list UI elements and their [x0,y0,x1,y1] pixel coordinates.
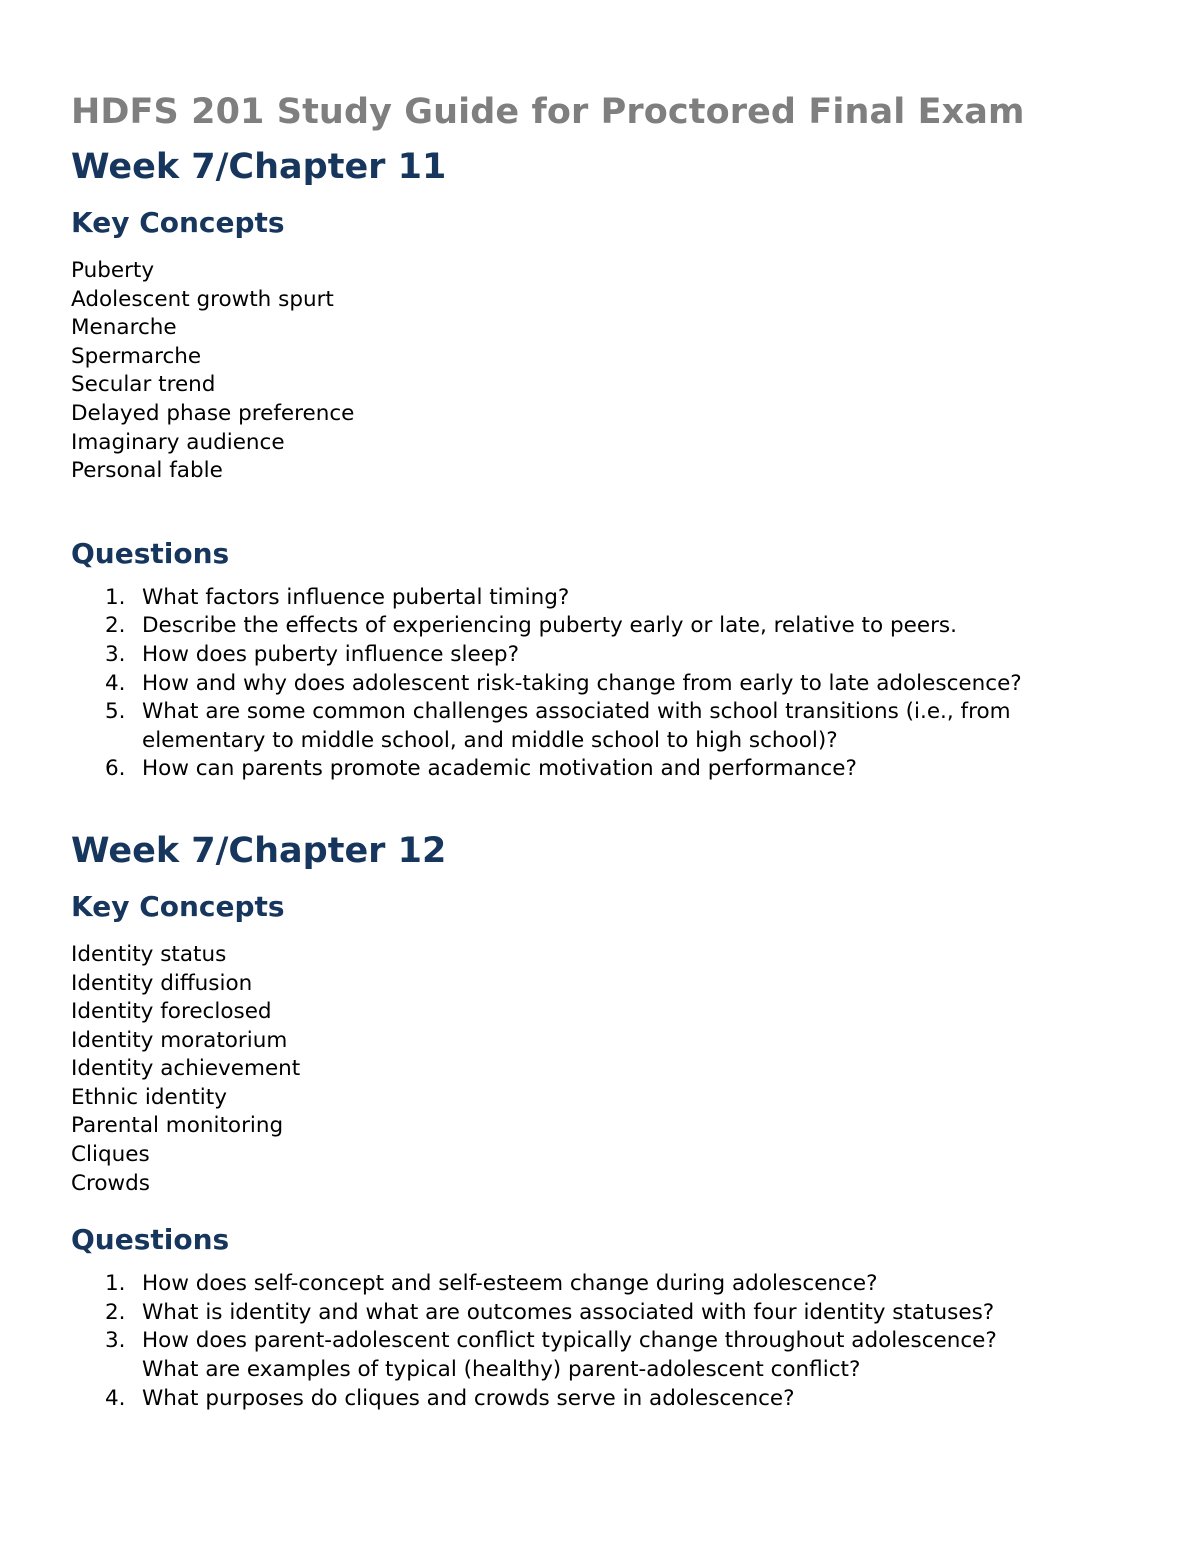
document-page [71,88,1141,1413]
question-item [71,670,1141,699]
question-number: 3. [105,1328,126,1354]
list-item: Delayed phase preference [71,400,355,426]
question-number: 4. [105,670,126,696]
question-number: 1. [105,584,126,610]
questions-heading: Questions [71,1223,230,1257]
question-item [71,1299,1141,1328]
question-text: How does parent-adolescent conflict typically change throughout adolescence? [142,1328,997,1354]
list-item: Parental monitoring [71,1113,284,1139]
question-item [71,641,1141,670]
question-text: How and why does adolescent risk-taking change from early to late adolescence? [142,670,1022,696]
questions-list [71,584,1141,784]
question-text: How can parents promote academic motivation and performance? [142,756,857,782]
list-item: Identity foreclosed [71,999,272,1025]
list-item: Identity moratorium [71,1027,288,1053]
key-concepts-heading: Key Concepts [71,206,285,239]
question-number: 1. [105,1271,126,1297]
question-item [71,698,1141,755]
list-item: Spermarche [71,343,202,369]
list-item: Imaginary audience [71,429,285,455]
question-number: 6. [105,756,126,782]
question-text: How does puberty influence sleep? [142,641,519,667]
list-item: Identity achievement [71,1056,301,1082]
question-item [71,612,1141,641]
list-item: Personal fable [71,458,223,484]
key-concepts-heading: Key Concepts [71,889,285,923]
section-chapter-11 [71,143,1141,784]
question-text: What factors influence pubertal timing? [142,584,570,610]
list-item: Cliques [71,1142,150,1168]
question-number: 3. [105,641,126,667]
section-heading: Week 7/Chapter 12 [71,830,447,871]
question-item [71,755,1141,784]
question-number: 2. [105,613,126,639]
question-text: What is identity and what are outcomes associated with four identity statuses? [142,1299,995,1325]
list-item: Identity status [71,941,227,967]
key-concepts-list [71,941,1141,1198]
question-number: 4. [105,1385,126,1411]
document-title: HDFS 201 Study Guide for Proctored Final Exam [71,92,1025,132]
question-text-continuation: elementary to middle school, and middle school to high school)? [142,727,838,753]
section-heading: Week 7/Chapter 11 [71,147,447,187]
question-text: What purposes do cliques and crowds serve in adolescence? [142,1385,795,1411]
questions-list [71,1270,1141,1413]
section-chapter-12 [71,827,1141,1413]
questions-heading: Questions [71,536,230,570]
key-concepts-list [71,257,1141,486]
list-item: Ethnic identity [71,1084,227,1110]
question-item [71,1270,1141,1299]
question-text-continuation: What are examples of typical (healthy) parent-adolescent conflict? [142,1357,861,1383]
list-item: Adolescent growth spurt [71,286,334,312]
question-text: Describe the effects of experiencing puberty early or late, relative to peers. [142,613,957,639]
question-number: 2. [105,1299,126,1325]
list-item: Crowds [71,1170,150,1196]
question-item [71,1327,1141,1384]
list-item: Secular trend [71,372,216,398]
question-number: 5. [105,699,126,725]
question-text: What are some common challenges associated with school transitions (i.e., from [142,699,1011,725]
question-item [71,1385,1141,1414]
list-item: Identity diffusion [71,970,253,996]
question-item [71,584,1141,613]
question-text: How does self-concept and self-esteem change during adolescence? [142,1271,878,1297]
list-item: Puberty [71,258,155,283]
list-item: Menarche [71,315,177,341]
